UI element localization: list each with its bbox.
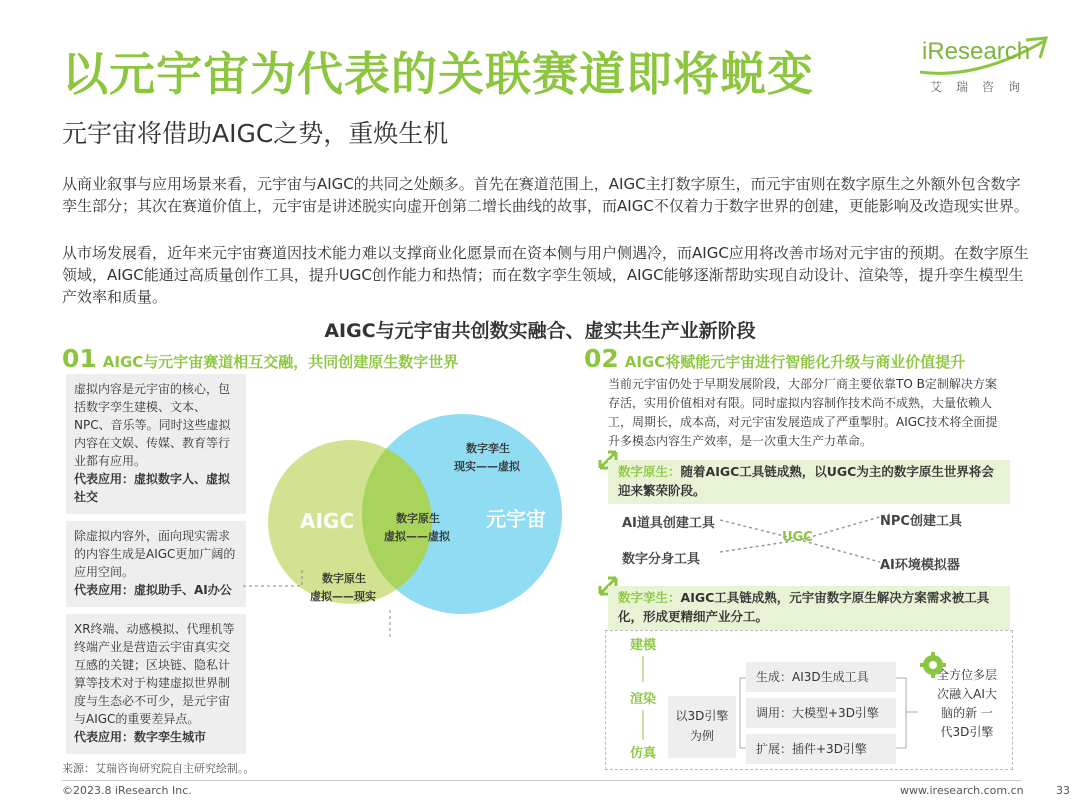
engine-example-line2: 为例	[689, 729, 714, 743]
section-2-intro: 当前元宇宙仍处于早期发展阶段，大部分厂商主要依靠TO B定制解决方案存活，实用价值相对有限。同时虚拟内容制作技术尚不成熟，大量依赖人工，周期长，成本高，对元宇宙发展造成了严重掣肘。AIGC技术将全面提升多模态内容生产效率，是一次重大生产力革命。	[608, 377, 998, 448]
info-box-reality-content	[66, 521, 246, 607]
network-center-ugc: UGC	[782, 530, 813, 545]
footer-website: www.iresearch.com.cn	[900, 784, 1024, 797]
digital-native-text: 随着AIGC工具链成熟，以UGC为主的数字原生世界将会迎来繁荣阶段。	[618, 464, 994, 498]
engine-row-extend: 扩展：插件+3D引擎	[746, 734, 896, 764]
network-node-npc-tool: NPC创建工具	[880, 514, 962, 529]
step-rendering: 渲染	[630, 692, 657, 707]
info-box-app: 代表应用：虚拟助手、AI办公	[74, 583, 232, 597]
page-subtitle: 元宇宙将借助AIGC之势，重焕生机	[62, 119, 449, 148]
info-box-virtual-content	[66, 374, 246, 514]
logo-sub: 艾瑞咨询	[930, 80, 1035, 94]
engine-row-invoke: 调用：大模型+3D引擎	[746, 698, 896, 728]
digital-native-bar	[608, 460, 1010, 504]
digital-twin-bar	[608, 586, 1010, 630]
digital-twin-highlight: 数字孪生：	[618, 590, 681, 605]
engine-example-line1: 以3D引擎	[675, 709, 729, 723]
page-number: 33	[1056, 784, 1070, 797]
step-arrow	[642, 656, 644, 682]
venn-native-sub: 虚拟——虚拟	[384, 530, 450, 543]
section-1-heading	[62, 344, 458, 373]
section-2-heading	[584, 344, 965, 373]
paragraph-1: 从商业叙事与应用场景来看，元宇宙与AIGC的共同之处颇多。首先在赛道范围上，AIGC主打数字原生，而元宇宙则在数字原生之外额外包含数字孪生部分；其次在赛道价值上，元宇宙是讲述脱实向虚开创第二增长曲线的故事，而AIGC不仅着力于数字世界的创建，更能影响及改造现实世界。	[62, 175, 1029, 215]
page-title: 以元宇宙为代表的关联赛道即将蜕变	[62, 47, 814, 101]
digital-native-highlight: 数字原生：	[618, 464, 681, 479]
venn-native2-sub: 虚拟——现实	[310, 590, 376, 603]
venn-twin-sub: 现实——虚拟	[454, 460, 520, 473]
info-box-app: 代表应用：数字孪生城市	[74, 730, 207, 744]
section-2-number: 02	[584, 344, 619, 373]
info-box-app: 代表应用：虚拟数字人、虚拟社交	[74, 472, 231, 504]
section-1-number: 01	[62, 344, 97, 373]
network-node-avatar-tool: 数字分身工具	[622, 552, 701, 567]
step-simulation: 仿真	[630, 746, 657, 761]
engine-example-box	[668, 696, 736, 758]
info-box-text: 除虚拟内容外，面向现实需求的内容生成是AIGC更加广阔的应用空间。	[74, 529, 236, 579]
footer-copyright: ©2023.8 iResearch Inc.	[62, 784, 192, 797]
iresearch-logo	[918, 36, 1048, 100]
step-arrow	[642, 710, 644, 740]
venn-native-title: 数字原生	[396, 512, 440, 525]
next-gen-engine-text: 全方位多层次融入AI大脑的新 一 代3D引擎	[936, 668, 997, 739]
venn-diagram	[240, 410, 580, 640]
bracket-right	[896, 676, 920, 750]
engine-row-generate: 生成：AI3D生成工具	[746, 662, 896, 692]
info-box-text: XR终端、动感模拟、代理机等终端产业是营造云宇宙真实交互感的关键；区块链、隐私计算等技术对于构建虚拟世界制度与生态必不可少，是元宇宙与AIGC的重要差异点。	[74, 622, 235, 726]
venn-native2-title: 数字原生	[322, 572, 366, 585]
footer-divider	[62, 780, 1022, 781]
step-modeling: 建模	[630, 638, 657, 653]
section-2-label: AIGC将赋能元宇宙进行智能化升级与商业价值提升	[624, 353, 966, 371]
source-note: 来源：艾瑞咨询研究院自主研究绘制。。	[62, 762, 255, 775]
info-box-terminals	[66, 614, 246, 754]
section-1-label: AIGC与元宇宙赛道相互交融，共同创建原生数字世界	[102, 353, 459, 371]
venn-left-label: AIGC	[300, 509, 355, 533]
paragraph-2: 从市场发展看，近年来元宇宙赛道因技术能力难以支撑商业化愿景而在资本侧与用户侧遇冷，而AIGC应用将改善市场对元宇宙的预期。在数字原生领域，AIGC能通过高质量创作工具，提升UGC创作能力和热情；而在数字孪生领域，AIGC能够逐渐帮助实现自动设计、渲染等，提升孪生模型生产效率和质量。	[62, 244, 1029, 306]
network-node-prop-tool: AI道具创建工具	[622, 516, 715, 531]
info-box-text: 虚拟内容是元宇宙的核心，包括数字孪生建模、文本、NPC、音乐等。同时这些虚拟内容在文娱、传媒、教育等行业都有应用。	[74, 382, 231, 468]
logo-brand: iResearch	[922, 38, 1031, 65]
venn-right-label: 元宇宙	[486, 507, 546, 531]
venn-twin-title: 数字孪生	[466, 442, 510, 455]
bracket-left	[736, 676, 746, 750]
digital-twin-text: AIGC工具链成熟，元宇宙数字原生解决方案需求被工具化，形成更精细产业分工。	[618, 590, 990, 624]
network-node-env-sim: AI环境模拟器	[880, 558, 960, 573]
section-main-title: AIGC与元宇宙共创数实融合、虚实共生产业新阶段	[324, 320, 756, 342]
